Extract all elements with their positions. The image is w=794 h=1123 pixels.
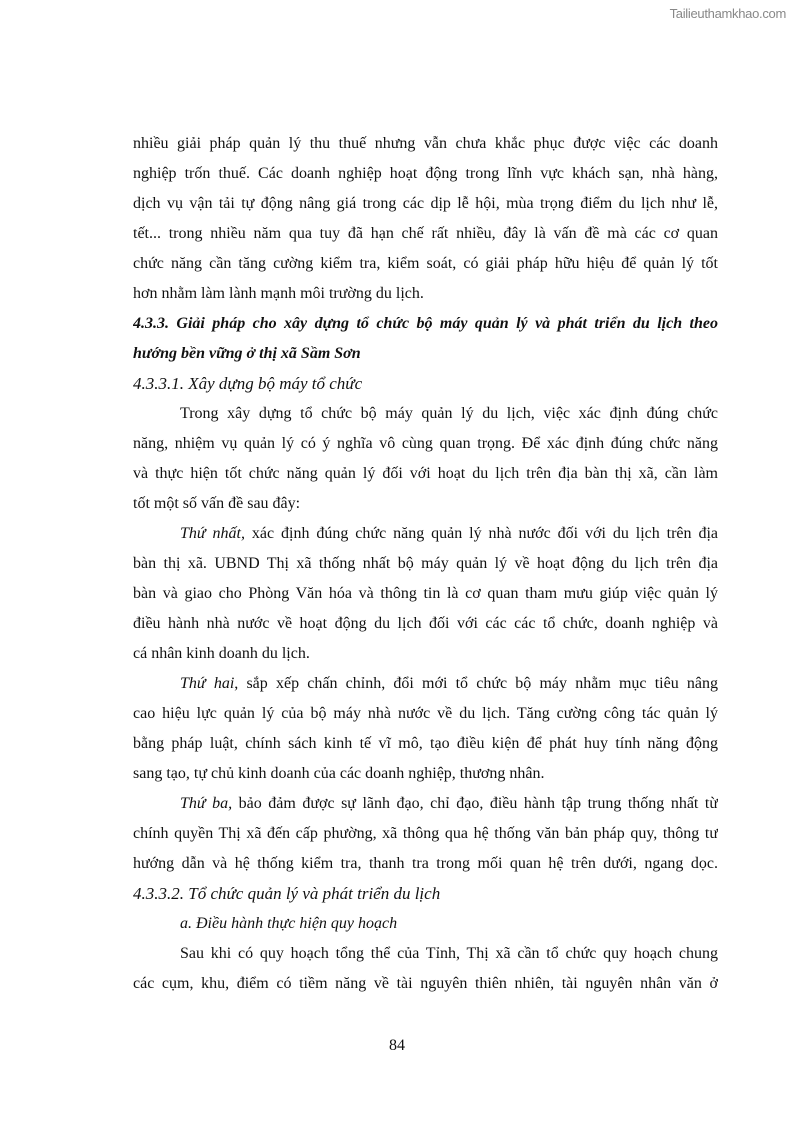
text-line xyxy=(133,609,718,639)
text-line xyxy=(133,129,718,159)
line-text: các cụm, khu, điểm có tiềm năng về tài nguyên thiên nhiên, tài nguyên nhân văn ở xyxy=(133,975,718,992)
line-text: Trong xây dựng tổ chức bộ máy quản lý du lịch, việc xác định đúng chức xyxy=(180,405,718,422)
text-line xyxy=(133,159,718,189)
text-line xyxy=(133,489,718,519)
text-line xyxy=(133,249,718,279)
line-text: xác định đúng chức năng quản lý nhà nước đối với du lịch trên địa xyxy=(245,525,718,542)
line-text: chính quyền Thị xã đến cấp phường, xã thông qua hệ thống văn bản pháp quy, thông tư xyxy=(133,825,718,842)
text-line xyxy=(133,399,718,429)
line-text: nhiều giải pháp quản lý thu thuế nhưng vẫn chưa khắc phục được việc các doanh xyxy=(133,135,718,152)
line-text: năng, nhiệm vụ quản lý có ý nghĩa vô cùng quan trọng. Để xác định đúng chức năng xyxy=(133,435,718,452)
text-line xyxy=(133,639,718,669)
heading-line xyxy=(133,909,718,939)
line-text: a. Điều hành thực hiện quy hoạch xyxy=(180,915,398,932)
line-text: bảo đảm được sự lãnh đạo, chỉ đạo, điều hành tập trung thống nhất từ xyxy=(232,795,718,812)
text-line xyxy=(133,429,718,459)
text-line xyxy=(133,789,718,819)
emphasis-lead: Thứ nhất, xyxy=(180,525,245,542)
heading-line xyxy=(133,309,718,339)
text-line xyxy=(133,729,718,759)
heading-line xyxy=(133,879,718,909)
text-line xyxy=(133,669,718,699)
line-text: hơn nhằm làm lành mạnh môi trường du lịch. xyxy=(133,285,424,302)
text-line xyxy=(133,219,718,249)
document-body xyxy=(133,129,718,999)
text-line xyxy=(133,579,718,609)
text-line xyxy=(133,969,718,999)
line-text: bằng pháp luật, chính sách kinh tế vĩ mô, tạo điều kiện để phát huy tính năng động xyxy=(133,735,718,752)
line-text: Sau khi có quy hoạch tổng thể của Tỉnh, Thị xã cần tổ chức quy hoạch chung xyxy=(180,945,718,962)
text-line xyxy=(133,459,718,489)
text-line xyxy=(133,939,718,969)
text-line xyxy=(133,759,718,789)
line-text: 4.3.3.2. Tổ chức quản lý và phát triển du lịch xyxy=(133,884,441,903)
text-line xyxy=(133,699,718,729)
heading-line xyxy=(133,339,718,369)
emphasis-lead: Thứ hai xyxy=(180,675,235,692)
line-text: hướng bền vững ở thị xã Sầm Sơn xyxy=(133,345,361,362)
line-text: và thực hiện tốt chức năng quản lý đối với hoạt du lịch trên địa bàn thị xã, cần làm xyxy=(133,465,718,482)
heading-line xyxy=(133,369,718,399)
text-line xyxy=(133,819,718,849)
line-text: nghiệp trốn thuế. Các doanh nghiệp hoạt động trong lĩnh vực khách sạn, nhà hàng, xyxy=(133,165,718,182)
line-text: , sắp xếp chấn chỉnh, đổi mới tổ chức bộ máy nhằm mục tiêu nâng xyxy=(234,675,718,692)
watermark: Tailieuthamkhao.com xyxy=(669,6,786,21)
line-text: tết... trong nhiều năm qua tuy đã hạn chế rất nhiều, đây là vấn đề mà các cơ quan xyxy=(133,225,718,242)
text-line xyxy=(133,519,718,549)
page-number: 84 xyxy=(389,1037,405,1054)
line-text: dịch vụ vận tải tự động nâng giá trong các dịp lễ hội, mùa trọng điểm du lịch như lễ, xyxy=(133,195,718,212)
text-line xyxy=(133,279,718,309)
text-line xyxy=(133,549,718,579)
line-text: 4.3.3.1. Xây dựng bộ máy tổ chức xyxy=(133,374,363,393)
line-text: cá nhân kinh doanh du lịch. xyxy=(133,645,310,662)
line-text: sang tạo, tự chủ kinh doanh của các doanh nghiệp, thương nhân. xyxy=(133,765,545,782)
line-text: bàn và giao cho Phòng Văn hóa và thông tin là cơ quan tham mưu giúp việc quản lý xyxy=(133,585,718,602)
line-text: cao hiệu lực quản lý của bộ máy nhà nước về du lịch. Tăng cường công tác quản lý xyxy=(133,705,718,722)
line-text: hướng dẫn và hệ thống kiểm tra, thanh tra trong mối quan hệ trên dưới, ngang dọc. xyxy=(133,855,718,872)
line-text: tốt một số vấn đề sau đây: xyxy=(133,495,301,512)
line-text: bàn thị xã. UBND Thị xã thống nhất bộ máy quản lý về hoạt động du lịch trên địa xyxy=(133,555,718,572)
line-text: 4.3.3. Giải pháp cho xây dựng tổ chức bộ máy quản lý và phát triển du lịch theo xyxy=(133,315,718,332)
line-text: điều hành nhà nước về hoạt động du lịch đối với các các tổ chức, doanh nghiệp và xyxy=(133,615,718,632)
emphasis-lead: Thứ ba, xyxy=(180,795,233,812)
text-line xyxy=(133,189,718,219)
text-line xyxy=(133,849,718,879)
line-text: chức năng cần tăng cường kiểm tra, kiểm soát, có giải pháp hữu hiệu để quản lý tốt xyxy=(133,255,718,272)
